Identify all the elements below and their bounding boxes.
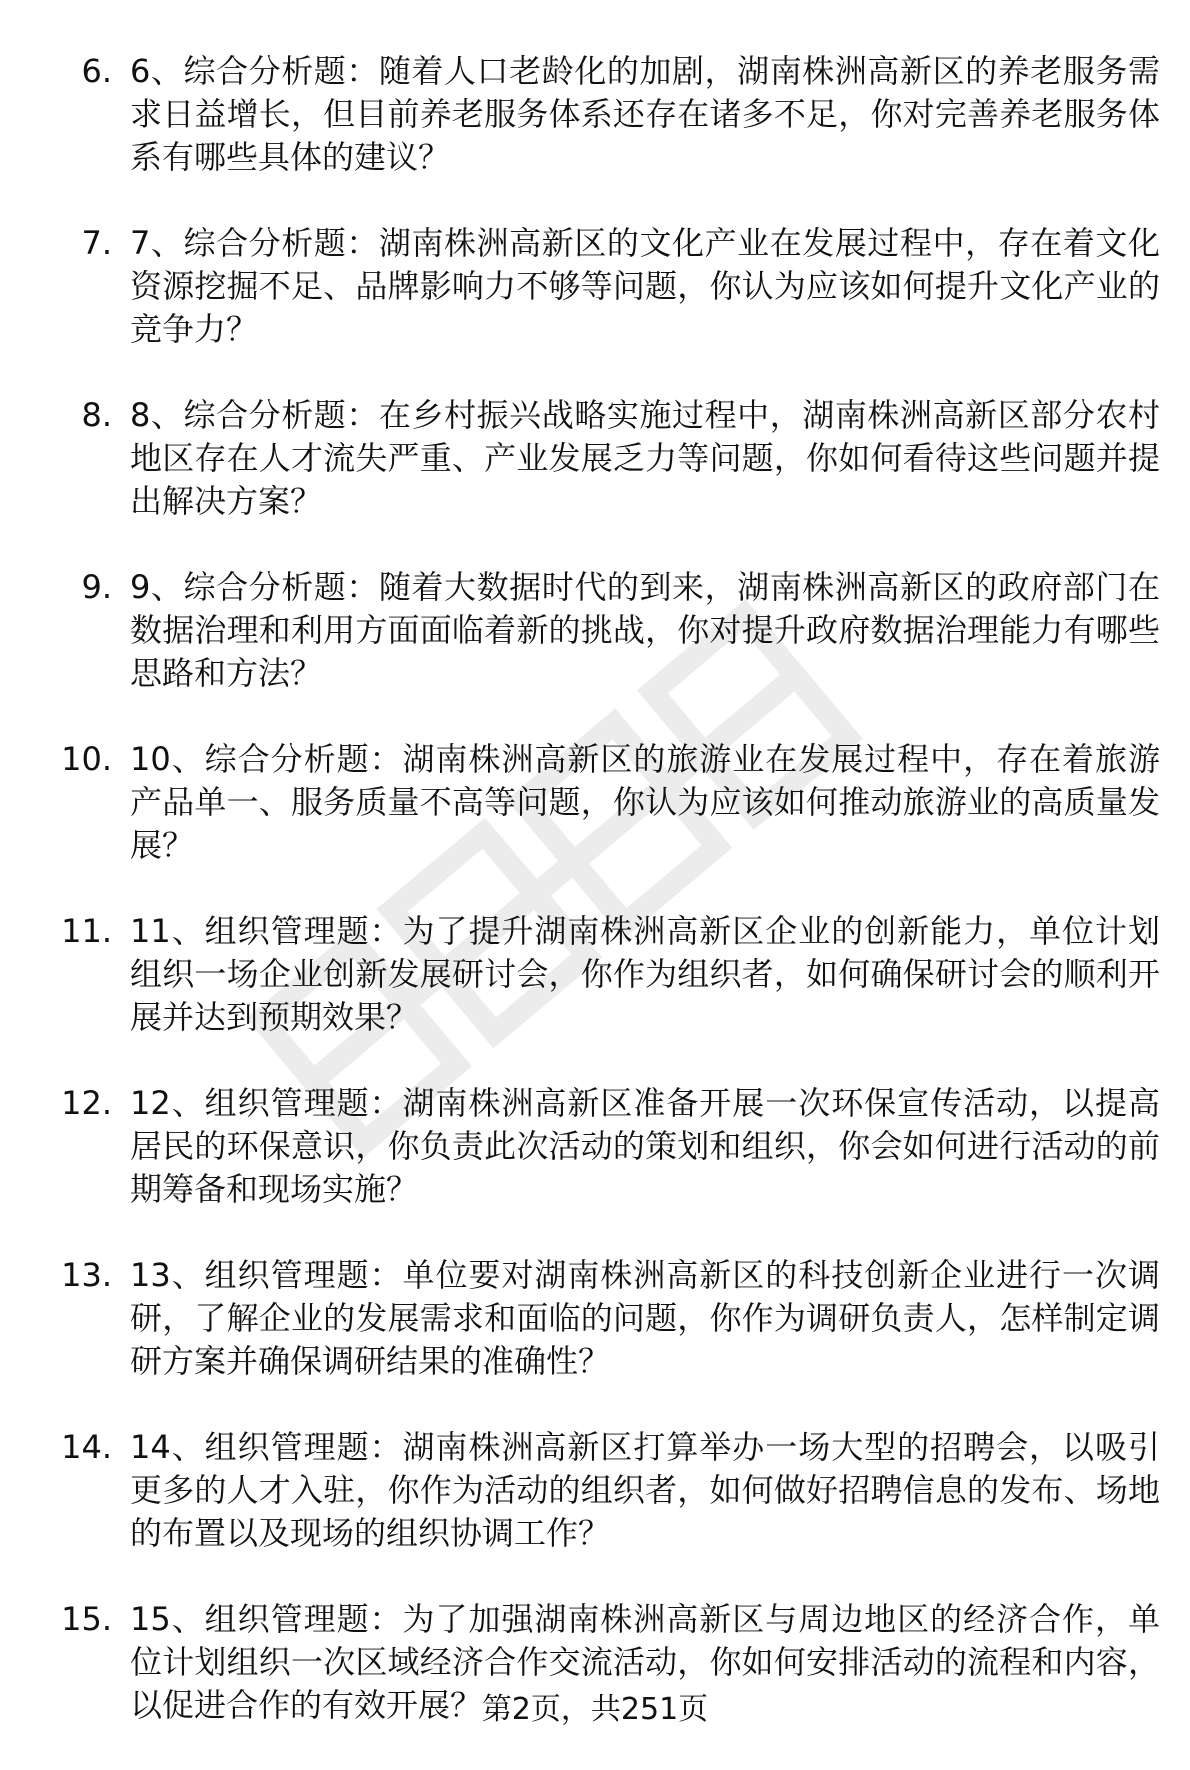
list-item-text: 6、综合分析题：随着人口老龄化的加剧，湖南株洲高新区的养老服务需求日益增长，但目前养老服务体系还存在诸多不足，你对完善养老服务体系有哪些具体的建议？	[130, 52, 1160, 176]
list-item-number: 7.	[81, 224, 112, 262]
list-item-text: 10、综合分析题：湖南株洲高新区的旅游业在发展过程中，存在着旅游产品单一、服务质量不高等问题，你认为应该如何推动旅游业的高质量发展？	[130, 740, 1160, 864]
list-item-text: 14、组织管理题：湖南株洲高新区打算举办一场大型的招聘会，以吸引更多的人才入驻，你作为活动的组织者，如何做好招聘信息的发布、场地的布置以及现场的组织协调工作？	[130, 1428, 1160, 1552]
list-item-number: 13.	[61, 1256, 112, 1294]
list-item	[0, 222, 1190, 394]
list-item-text: 13、组织管理题：单位要对湖南株洲高新区的科技创新企业进行一次调研，了解企业的发展需求和面临的问题，你作为调研负责人，怎样制定调研方案并确保调研结果的准确性？	[130, 1256, 1160, 1380]
question-list	[0, 50, 1190, 1770]
list-item-number: 12.	[61, 1084, 112, 1122]
list-item-text: 12、组织管理题：湖南株洲高新区准备开展一次环保宣传活动，以提高居民的环保意识，你负责此次活动的策划和组织，你会如何进行活动的前期筹备和现场实施？	[130, 1084, 1160, 1208]
list-item	[0, 1254, 1190, 1426]
list-item	[0, 50, 1190, 222]
list-item	[0, 910, 1190, 1082]
list-item-number: 8.	[81, 396, 112, 434]
page-footer: 第2页，共251页	[481, 1692, 709, 1727]
list-item-number: 14.	[61, 1428, 112, 1466]
list-item	[0, 1426, 1190, 1598]
list-item	[0, 1598, 1190, 1770]
list-item-number: 15.	[61, 1600, 112, 1638]
list-item	[0, 738, 1190, 910]
list-item-text: 11、组织管理题：为了提升湖南株洲高新区企业的创新能力，单位计划组织一场企业创新发展研讨会，你作为组织者，如何确保研讨会的顺利开展并达到预期效果？	[130, 912, 1160, 1036]
list-item-text: 15、组织管理题：为了加强湖南株洲高新区与周边地区的经济合作，单位计划组织一次区域经济合作交流活动，你如何安排活动的流程和内容，以促进合作的有效开展？	[130, 1600, 1160, 1724]
list-item-text: 7、综合分析题：湖南株洲高新区的文化产业在发展过程中，存在着文化资源挖掘不足、品牌影响力不够等问题，你认为应该如何提升文化产业的竞争力？	[130, 224, 1160, 348]
list-item	[0, 566, 1190, 738]
list-item	[0, 394, 1190, 566]
list-item-number: 9.	[81, 568, 112, 606]
list-item-text: 9、综合分析题：随着大数据时代的到来，湖南株洲高新区的政府部门在数据治理和利用方面面临着新的挑战，你对提升政府数据治理能力有哪些思路和方法？	[130, 568, 1160, 692]
list-item	[0, 1082, 1190, 1254]
list-item-number: 10.	[61, 740, 112, 778]
list-item-number: 11.	[61, 912, 112, 950]
list-item-text: 8、综合分析题：在乡村振兴战略实施过程中，湖南株洲高新区部分农村地区存在人才流失严重、产业发展乏力等问题，你如何看待这些问题并提出解决方案？	[130, 396, 1160, 520]
list-item-number: 6.	[81, 52, 112, 90]
